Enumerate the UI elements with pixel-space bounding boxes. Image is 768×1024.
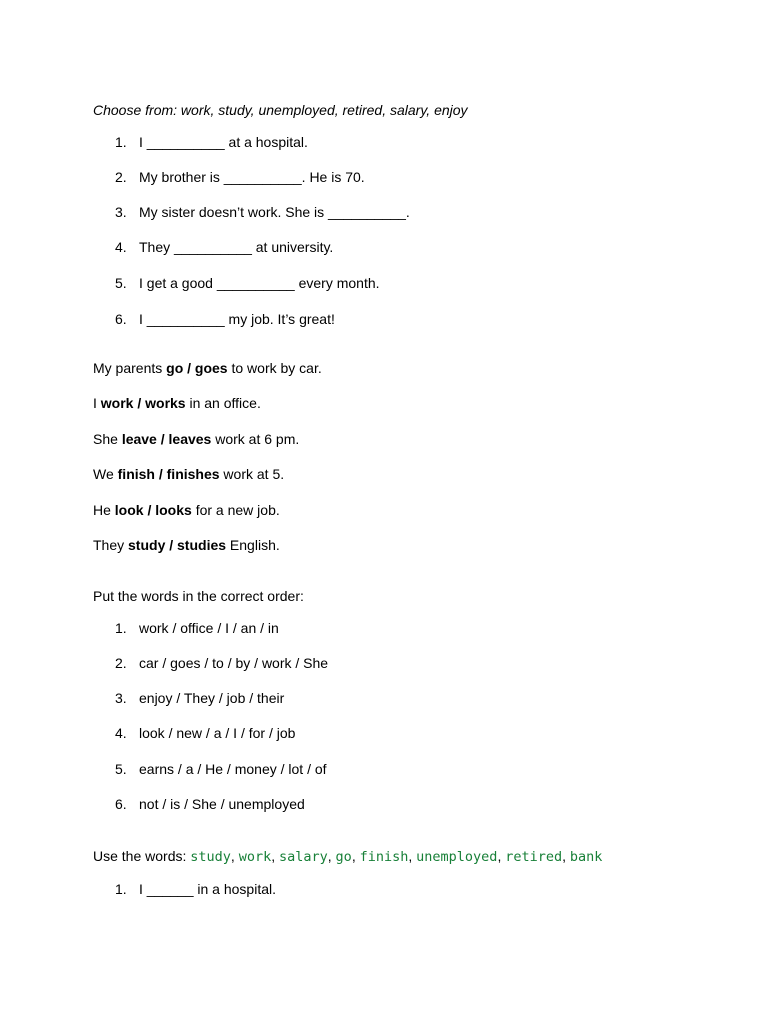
list-number: 5. bbox=[115, 275, 127, 291]
sentence-choice: work / works bbox=[100, 395, 186, 411]
word-bank-item: go bbox=[335, 849, 352, 865]
list-number: 6. bbox=[115, 796, 127, 812]
word-bank-item: bank bbox=[569, 849, 603, 865]
choice-sentence bbox=[93, 359, 322, 377]
list-item bbox=[115, 310, 335, 328]
list-text: I get a good __________ every month. bbox=[139, 275, 380, 291]
sentence-end: in an office. bbox=[185, 395, 261, 411]
sentence-choice: go / goes bbox=[166, 360, 228, 376]
list-number: 5. bbox=[115, 761, 127, 777]
list-number: 3. bbox=[115, 690, 127, 706]
list-number: 2. bbox=[115, 169, 127, 185]
word-separator: , bbox=[408, 848, 417, 864]
sentence-start: He bbox=[93, 502, 115, 518]
word-separator: , bbox=[562, 848, 570, 864]
list-text: My brother is __________. He is 70. bbox=[139, 169, 365, 185]
sentence-start: She bbox=[93, 431, 122, 447]
sentence-end: work at 6 pm. bbox=[211, 431, 300, 447]
list-text: I ______ in a hospital. bbox=[139, 881, 276, 897]
choice-sentence bbox=[93, 430, 299, 448]
list-number: 1. bbox=[115, 881, 127, 897]
word-bank-item: retired bbox=[505, 849, 563, 865]
word-bank-item: unemployed bbox=[416, 849, 498, 865]
instruction-label: Use the words: bbox=[93, 848, 191, 864]
sentence-start: We bbox=[93, 466, 118, 482]
list-text: My sister doesn’t work. She is __________. bbox=[139, 204, 410, 220]
choice-sentence bbox=[93, 536, 280, 554]
sentence-choice: look / looks bbox=[114, 502, 192, 518]
list-item bbox=[115, 274, 380, 292]
list-item bbox=[115, 724, 295, 742]
list-number: 4. bbox=[115, 239, 127, 255]
sentence-end: for a new job. bbox=[191, 502, 280, 518]
list-item bbox=[115, 654, 328, 672]
list-item bbox=[115, 619, 279, 637]
sentence-start: I bbox=[93, 395, 101, 411]
choice-sentence bbox=[93, 501, 280, 519]
list-text: car / goes / to / by / work / She bbox=[139, 655, 329, 671]
sentence-start: My parents bbox=[93, 360, 167, 376]
list-number: 3. bbox=[115, 204, 127, 220]
word-bank-item: finish bbox=[359, 849, 409, 865]
list-text: earns / a / He / money / lot / of bbox=[139, 761, 327, 777]
list-item bbox=[115, 689, 284, 707]
sentence-end: to work by car. bbox=[227, 360, 322, 376]
list-text: enjoy / They / job / their bbox=[139, 690, 285, 706]
word-separator: , bbox=[351, 848, 360, 864]
list-text: I __________ at a hospital. bbox=[139, 134, 308, 150]
list-text: work / office / I / an / in bbox=[139, 620, 279, 636]
section4-instruction bbox=[93, 847, 602, 866]
list-number: 1. bbox=[115, 620, 127, 636]
list-item bbox=[115, 203, 410, 221]
sentence-choice: leave / leaves bbox=[121, 431, 212, 447]
sentence-end: work at 5. bbox=[219, 466, 285, 482]
sentence-end: English. bbox=[226, 537, 280, 553]
list-item bbox=[115, 133, 308, 151]
word-bank-item: salary bbox=[278, 849, 328, 865]
list-text: They __________ at university. bbox=[139, 239, 334, 255]
word-separator: , bbox=[497, 848, 506, 864]
section3-instruction: Put the words in the correct order: bbox=[93, 588, 304, 604]
list-number: 4. bbox=[115, 725, 127, 741]
word-separator: , bbox=[271, 848, 279, 864]
choice-sentence bbox=[93, 465, 284, 483]
list-text: look / new / a / I / for / job bbox=[139, 725, 296, 741]
list-number: 1. bbox=[115, 134, 127, 150]
word-bank-item: study bbox=[190, 849, 231, 865]
list-item bbox=[115, 760, 327, 778]
list-number: 6. bbox=[115, 311, 127, 327]
list-text: I __________ my job. It’s great! bbox=[139, 311, 335, 327]
list-text: not / is / She / unemployed bbox=[139, 796, 305, 812]
sentence-choice: finish / finishes bbox=[117, 466, 220, 482]
word-list bbox=[190, 848, 602, 864]
list-item bbox=[115, 168, 365, 186]
sentence-start: They bbox=[93, 537, 129, 553]
list-number: 2. bbox=[115, 655, 127, 671]
word-separator: , bbox=[230, 848, 239, 864]
section1-instruction: Choose from: work, study, unemployed, retired, salary, enjoy bbox=[93, 102, 468, 118]
list-item bbox=[115, 880, 276, 898]
list-item bbox=[115, 238, 333, 256]
list-item bbox=[115, 795, 305, 813]
word-separator: , bbox=[327, 848, 336, 864]
word-bank-item: work bbox=[238, 849, 272, 865]
choice-sentence bbox=[93, 394, 261, 412]
sentence-choice: study / studies bbox=[128, 537, 227, 553]
